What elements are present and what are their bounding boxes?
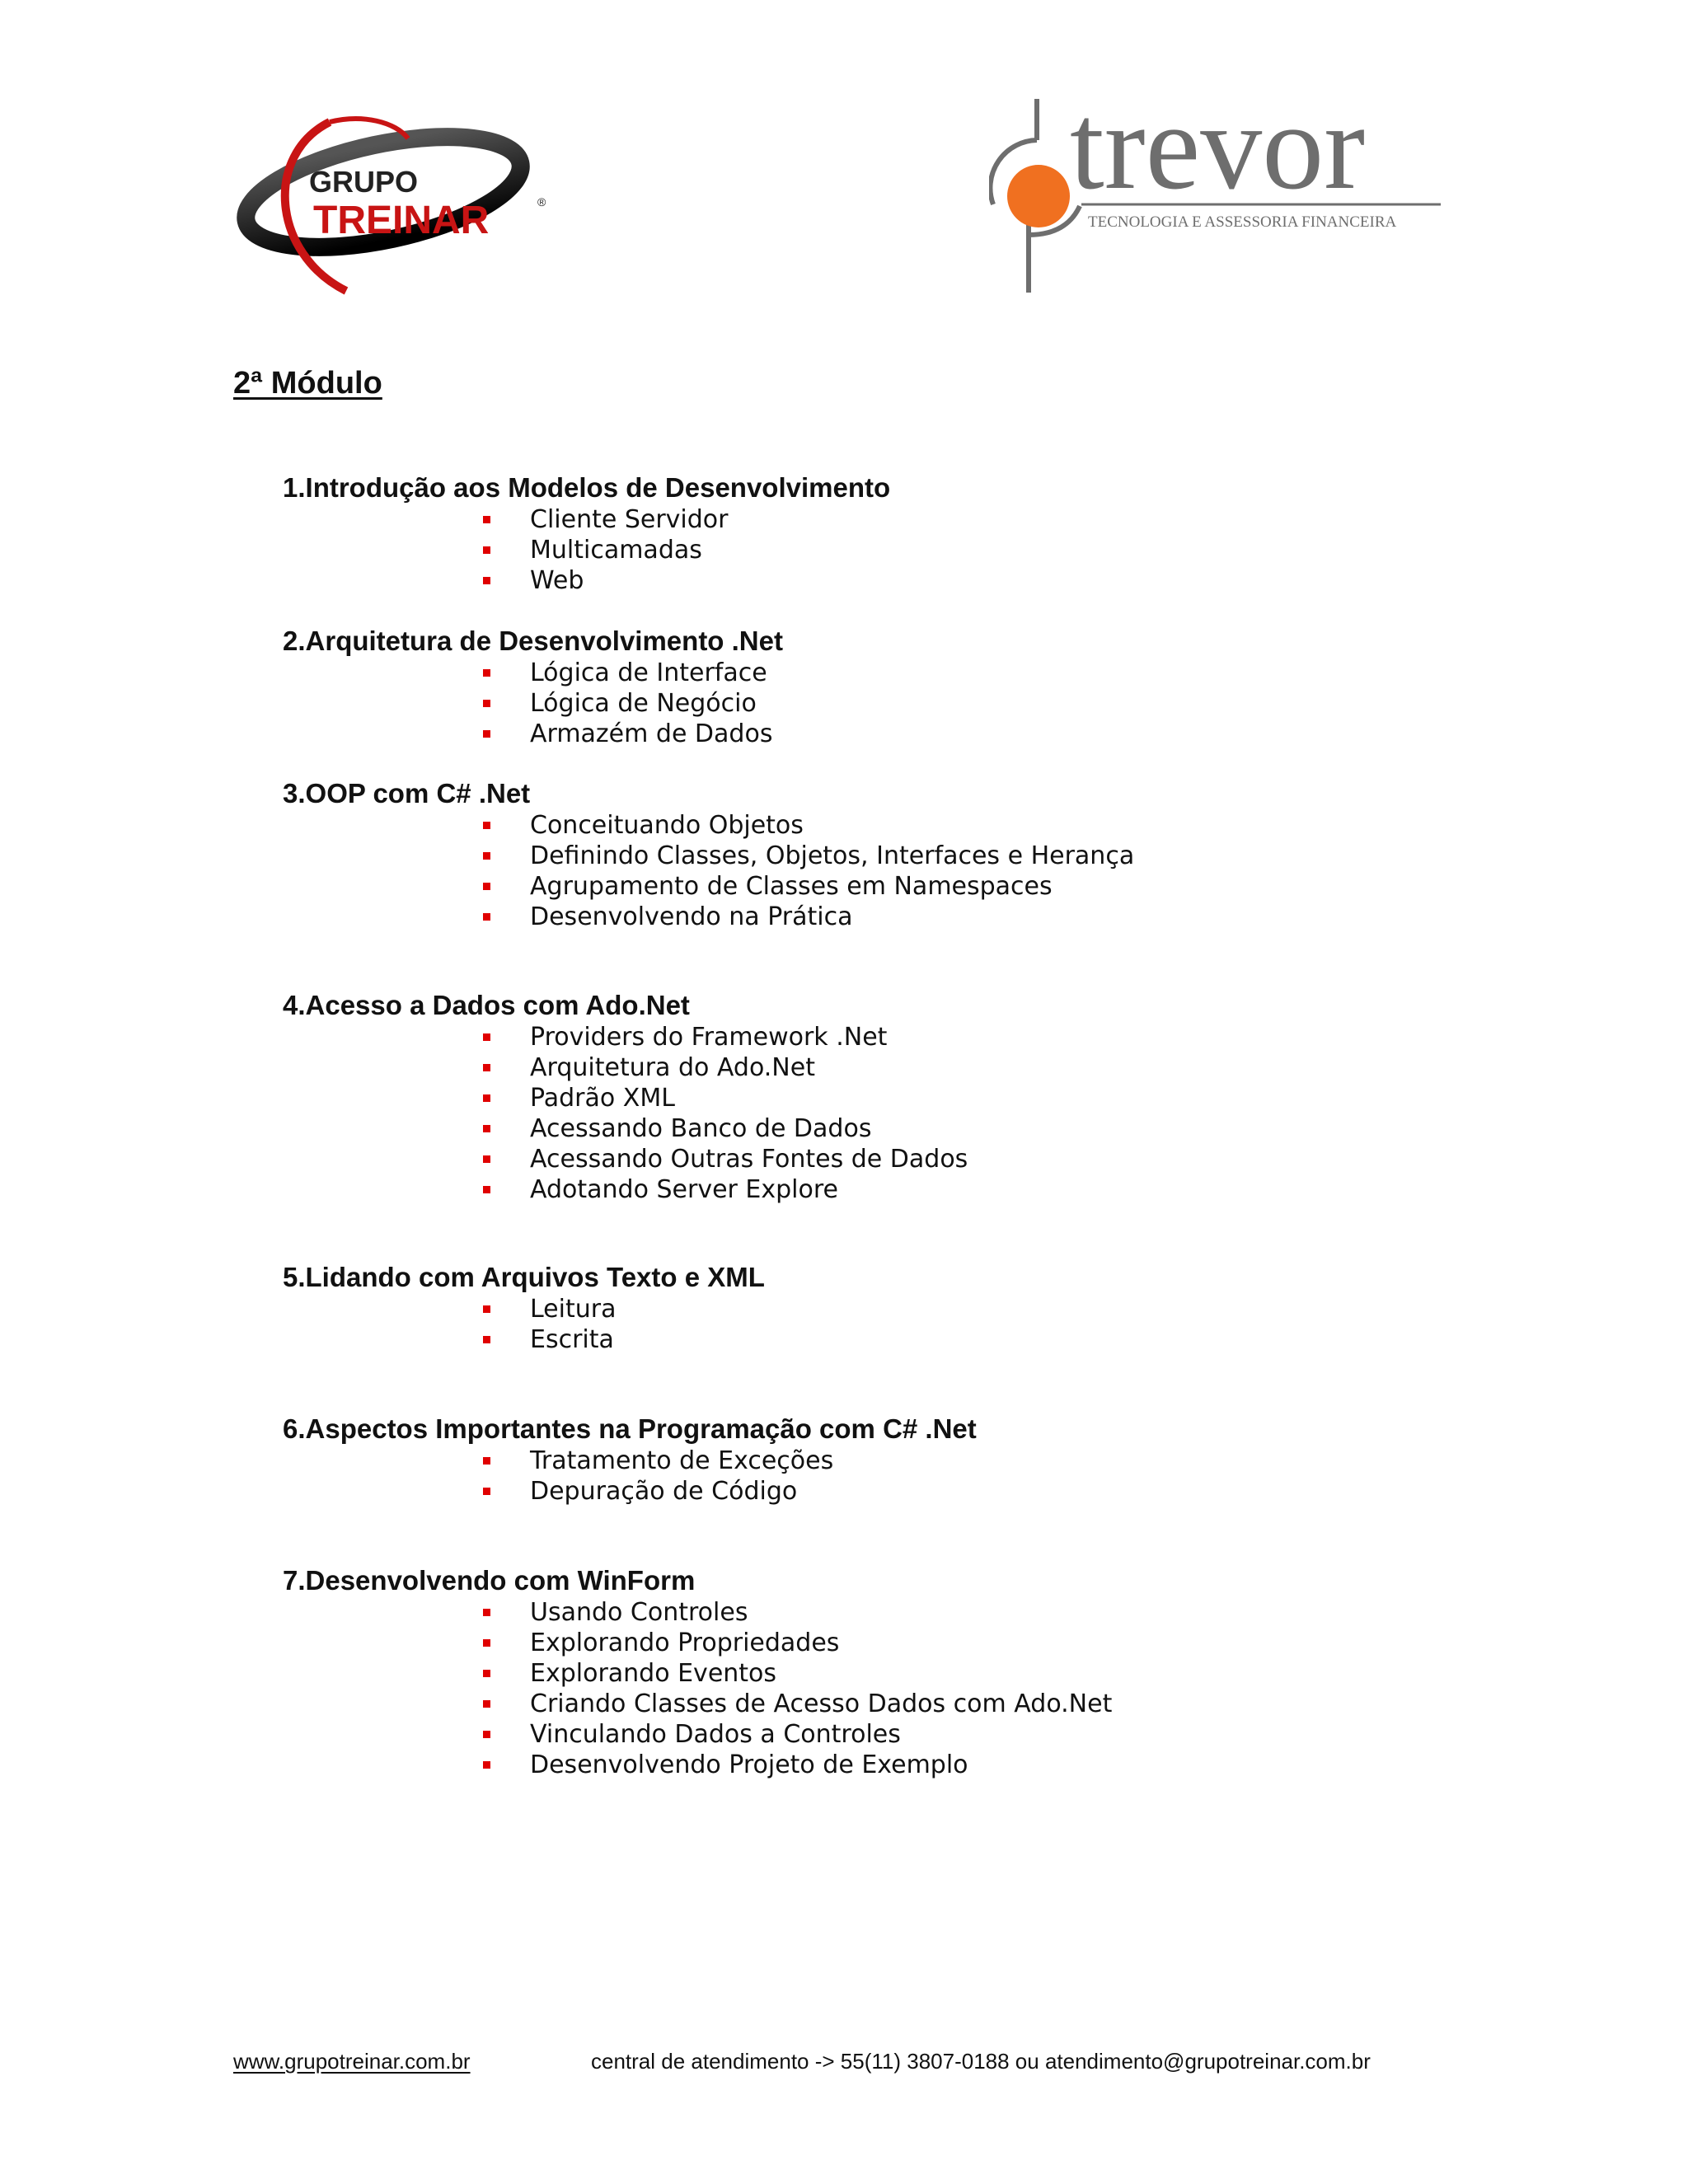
list-item-label: Agrupamento de Classes em Namespaces	[530, 872, 1053, 901]
list-item	[283, 1750, 1112, 1780]
trevor-name-text: trevor	[1070, 91, 1366, 215]
section-items	[283, 1446, 977, 1507]
section-2	[283, 625, 783, 749]
page-title: 2ª Módulo	[233, 366, 382, 401]
list-item-label: Vinculando Dados a Controles	[530, 1720, 901, 1749]
list-item	[283, 565, 890, 596]
list-item	[283, 719, 783, 749]
section-3	[283, 777, 1134, 932]
list-item	[283, 810, 1134, 841]
list-item	[283, 1324, 765, 1355]
list-item	[283, 1719, 1112, 1750]
list-item-label: Web	[530, 566, 584, 595]
bullet-square-icon	[483, 1488, 490, 1495]
list-item-label: Providers do Framework .Net	[530, 1023, 888, 1052]
list-item	[283, 1597, 1112, 1628]
list-item	[283, 1628, 1112, 1658]
bullet-square-icon	[483, 1155, 490, 1163]
list-item-label: Criando Classes de Acesso Dados com Ado.Net	[530, 1690, 1113, 1718]
bullet-square-icon	[483, 1305, 490, 1313]
list-item-label: Explorando Eventos	[530, 1659, 777, 1688]
bullet-square-icon	[483, 852, 490, 860]
section-4	[283, 989, 968, 1205]
section-title: 2.Arquitetura de Desenvolvimento .Net	[283, 626, 783, 656]
list-item-label: Armazém de Dados	[530, 719, 773, 748]
section-7	[283, 1564, 1112, 1780]
list-item	[283, 504, 890, 535]
list-item-label: Desenvolvendo na Prática	[530, 902, 853, 931]
section-1	[283, 471, 890, 596]
bullet-square-icon	[483, 1094, 490, 1102]
list-item	[283, 841, 1134, 871]
bullet-square-icon	[483, 1700, 490, 1708]
list-item	[283, 1113, 968, 1144]
list-item-label: Cliente Servidor	[530, 505, 729, 534]
section-items	[283, 1597, 1112, 1780]
bullet-square-icon	[483, 1336, 490, 1343]
bullet-square-icon	[483, 669, 490, 677]
bullet-square-icon	[483, 1670, 490, 1677]
bullet-square-icon	[483, 577, 490, 584]
list-item	[283, 1689, 1112, 1719]
section-items	[283, 658, 783, 749]
list-item-label: Leitura	[530, 1295, 617, 1324]
list-item-label: Usando Controles	[530, 1598, 748, 1627]
list-item	[283, 1083, 968, 1113]
section-items	[283, 1022, 968, 1205]
list-item	[283, 1476, 977, 1507]
list-item-label: Escrita	[530, 1325, 614, 1354]
bullet-square-icon	[483, 1731, 490, 1738]
bullet-square-icon	[483, 1064, 490, 1071]
section-items	[283, 1294, 765, 1355]
bullet-square-icon	[483, 883, 490, 890]
list-item-label: Definindo Classes, Objetos, Interfaces e Herança	[530, 841, 1135, 870]
list-item-label: Conceituando Objetos	[530, 811, 804, 840]
section-title: 3.OOP com C# .Net	[283, 778, 531, 808]
bullet-square-icon	[483, 1033, 490, 1041]
list-item	[283, 1446, 977, 1476]
trevor-tagline: TECNOLOGIA E ASSESSORIA FINANCEIRA	[1088, 213, 1397, 231]
section-title: 4.Acesso a Dados com Ado.Net	[283, 990, 690, 1020]
bullet-square-icon	[483, 822, 490, 829]
list-item-label: Lógica de Interface	[530, 658, 767, 687]
bullet-square-icon	[483, 1609, 490, 1616]
bullet-square-icon	[483, 1639, 490, 1647]
list-item	[283, 1174, 968, 1205]
bullet-square-icon	[483, 516, 490, 523]
list-item	[283, 688, 783, 719]
list-item	[283, 902, 1134, 932]
trevor-logo	[989, 91, 1451, 297]
list-item	[283, 1658, 1112, 1689]
bullet-square-icon	[483, 1186, 490, 1193]
list-item-label: Desenvolvendo Projeto de Exemplo	[530, 1750, 968, 1779]
contact-info: central de atendimento -> 55(11) 3807-0188 ou atendimento@grupotreinar.com.br	[591, 2049, 1371, 2074]
bullet-square-icon	[483, 1761, 490, 1769]
list-item-label: Padrão XML	[530, 1084, 675, 1113]
list-item-label: Explorando Propriedades	[530, 1629, 840, 1657]
list-item-label: Lógica de Negócio	[530, 689, 757, 718]
list-item-label: Multicamadas	[530, 536, 702, 565]
registered-mark: ®	[537, 195, 546, 209]
list-item	[283, 871, 1134, 902]
logo-grupo-text: GRUPO	[309, 165, 419, 199]
list-item-label: Acessando Outras Fontes de Dados	[530, 1145, 968, 1174]
list-item	[283, 1294, 765, 1324]
section-title: 1.Introdução aos Modelos de Desenvolvimento	[283, 472, 891, 503]
logo-treinar-text: TREINAR	[313, 199, 490, 242]
bullet-square-icon	[483, 1125, 490, 1132]
section-items	[283, 504, 890, 596]
section-title: 5.Lidando com Arquivos Texto e XML	[283, 1262, 765, 1292]
bullet-square-icon	[483, 913, 490, 921]
section-5	[283, 1261, 765, 1355]
list-item	[283, 1052, 968, 1083]
list-item	[283, 1022, 968, 1052]
list-item-label: Arquitetura do Ado.Net	[530, 1053, 815, 1082]
list-item	[283, 535, 890, 565]
bullet-square-icon	[483, 700, 490, 707]
list-item-label: Acessando Banco de Dados	[530, 1114, 872, 1143]
grupo-treinar-logo	[231, 105, 560, 303]
list-item-label: Adotando Server Explore	[530, 1175, 838, 1204]
list-item-label: Depuração de Código	[530, 1477, 798, 1506]
list-item-label: Tratamento de Exceções	[530, 1446, 834, 1475]
section-title: 7.Desenvolvendo com WinForm	[283, 1565, 696, 1596]
website-link[interactable]: www.grupotreinar.com.br	[233, 2049, 471, 2074]
section-6	[283, 1413, 977, 1507]
bullet-square-icon	[483, 546, 490, 554]
list-item	[283, 1144, 968, 1174]
bullet-square-icon	[483, 1457, 490, 1465]
bullet-square-icon	[483, 730, 490, 738]
section-items	[283, 810, 1134, 932]
trevor-orange-dot	[1007, 165, 1070, 227]
list-item	[283, 658, 783, 688]
section-title: 6.Aspectos Importantes na Programação com C# .Net	[283, 1413, 977, 1444]
